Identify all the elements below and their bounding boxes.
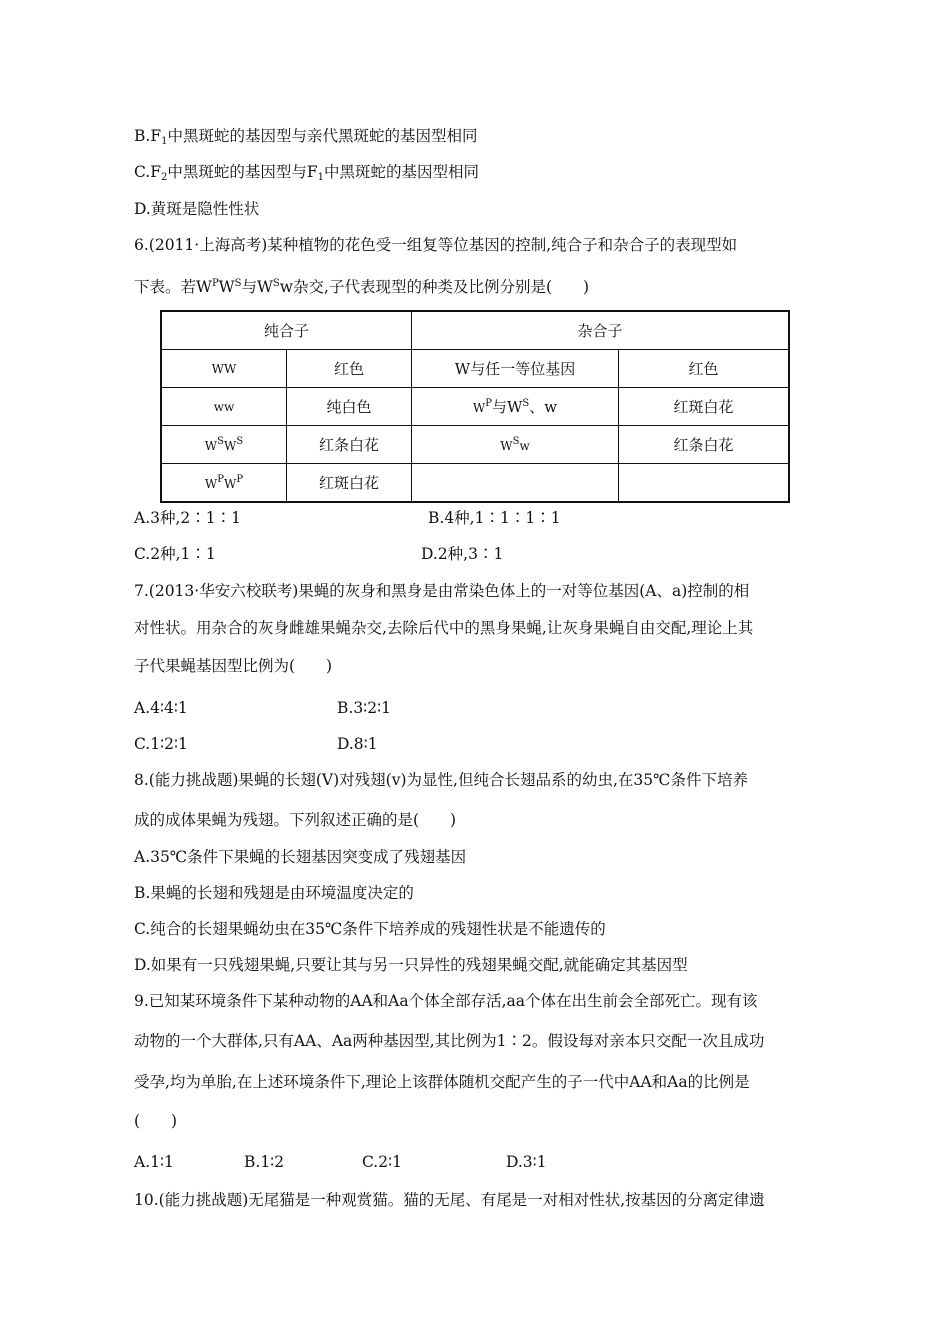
phenotype-cell: 红条白花 <box>619 426 790 464</box>
genotype-cell: WW <box>161 350 287 388</box>
table-row <box>161 464 789 503</box>
q6-option-d: D.2种,3∶1 <box>421 545 504 563</box>
q9-stem-line4: ( ) <box>134 1112 178 1130</box>
q9-stem-line2: 动物的一个大群体,只有AA、Aa两种基因型,其比例为1∶2。假设每对亲本只交配一次且成功 <box>134 1032 765 1050</box>
table-row <box>161 350 789 388</box>
q5-option-c: $C.F_2$中黑斑蛇的基因型与$F_1$中黑斑蛇的基因型相同 <box>134 163 480 183</box>
q8-option-d: D.如果有一只残翅果蝇,只要让其与另一只异性的残翅果蝇交配,就能确定其基因型 <box>134 956 688 974</box>
genotype-cell: $W^P$与$W^S$、w <box>412 388 619 426</box>
q9-stem-line1: 9.已知某环境条件下某种动物的AA和Aa个体全部存活,aa个体在出生前会全部死亡。现有该 <box>134 992 758 1010</box>
q9-option-c: C.2∶1 <box>362 1153 402 1171</box>
header-heterozygous: 杂合子 <box>412 311 790 350</box>
q8-option-b: B.果蝇的长翅和残翅是由环境温度决定的 <box>134 884 414 902</box>
table-header-row <box>161 311 789 350</box>
q9-option-d: D.3∶1 <box>506 1153 547 1171</box>
q9-stem-line3: 受孕,均为单胎,在上述环境条件下,理论上该群体随机交配产生的子一代中AA和Aa的比例是 <box>134 1073 750 1091</box>
q8-stem-line1: 8.(能力挑战题)果蝇的长翅(V)对残翅(v)为显性,但纯合长翅品系的幼虫,在35℃条件下培养 <box>134 771 748 789</box>
q6-option-a: A.3种,2∶1∶1 <box>134 509 241 527</box>
q6-stem-line2: 下表。若$W^PW^S$与$W^Sw$杂交,子代表现型的种类及比例分别是( ) <box>134 278 590 296</box>
genotype-cell: $W^SW^S$ <box>161 426 287 464</box>
phenotype-cell: 纯白色 <box>287 388 412 426</box>
genotype-cell: ww <box>161 388 287 426</box>
q6-option-c: C.2种,1∶1 <box>134 545 216 563</box>
q8-option-c: C.纯合的长翅果蝇幼虫在35℃条件下培养成的残翅性状是不能遗传的 <box>134 920 606 938</box>
header-homozygous: 纯合子 <box>161 311 412 350</box>
q7-stem-line3: 子代果蝇基因型比例为( ) <box>134 657 333 675</box>
phenotype-cell: 红条白花 <box>287 426 412 464</box>
q6-option-b: B.4种,1∶1∶1∶1 <box>428 509 561 527</box>
empty-cell <box>619 464 790 503</box>
q8-stem-line2: 成的成体果蝇为残翅。下列叙述正确的是( ) <box>134 811 457 829</box>
genotype-cell: W与任一等位基因 <box>412 350 619 388</box>
q10-stem-line1: 10.(能力挑战题)无尾猫是一种观赏猫。猫的无尾、有尾是一对相对性状,按基因的分离定律遗 <box>134 1191 765 1209</box>
phenotype-cell: 红色 <box>287 350 412 388</box>
table-row <box>161 426 789 464</box>
q5-option-d: D.黄斑是隐性性状 <box>134 200 260 218</box>
q9-option-a: A.1∶1 <box>134 1153 174 1171</box>
phenotype-cell: 红色 <box>619 350 790 388</box>
q7-option-a: A.4∶4∶1 <box>134 699 188 717</box>
genotype-cell: $W^Sw$ <box>412 426 619 464</box>
phenotype-cell: 红斑白花 <box>619 388 790 426</box>
q7-stem-line2: 对性状。用杂合的灰身雌雄果蝇杂交,去除后代中的黑身果蝇,让灰身果蝇自由交配,理论上其 <box>134 619 754 637</box>
empty-cell <box>412 464 619 503</box>
phenotype-cell: 红斑白花 <box>287 464 412 503</box>
q7-stem-line1: 7.(2013·华安六校联考)果蝇的灰身和黑身是由常染色体上的一对等位基因(A、a)控制的相 <box>134 582 750 600</box>
genotype-phenotype-table <box>160 310 790 503</box>
q7-option-b: B.3∶2∶1 <box>337 699 391 717</box>
genotype-cell: $W^PW^P$ <box>161 464 287 503</box>
q7-option-d: D.8∶1 <box>337 735 378 753</box>
q5-option-b: $B.F_1$中黑斑蛇的基因型与亲代黑斑蛇的基因型相同 <box>134 127 478 147</box>
q9-option-b: B.1∶2 <box>244 1153 285 1171</box>
q7-option-c: C.1∶2∶1 <box>134 735 188 753</box>
q6-stem-line1: 6.(2011·上海高考)某种植物的花色受一组复等位基因的控制,纯合子和杂合子的表现型如 <box>134 236 738 254</box>
q8-option-a: A.35℃条件下果蝇的长翅基因突变成了残翅基因 <box>134 848 467 866</box>
table-row <box>161 388 789 426</box>
